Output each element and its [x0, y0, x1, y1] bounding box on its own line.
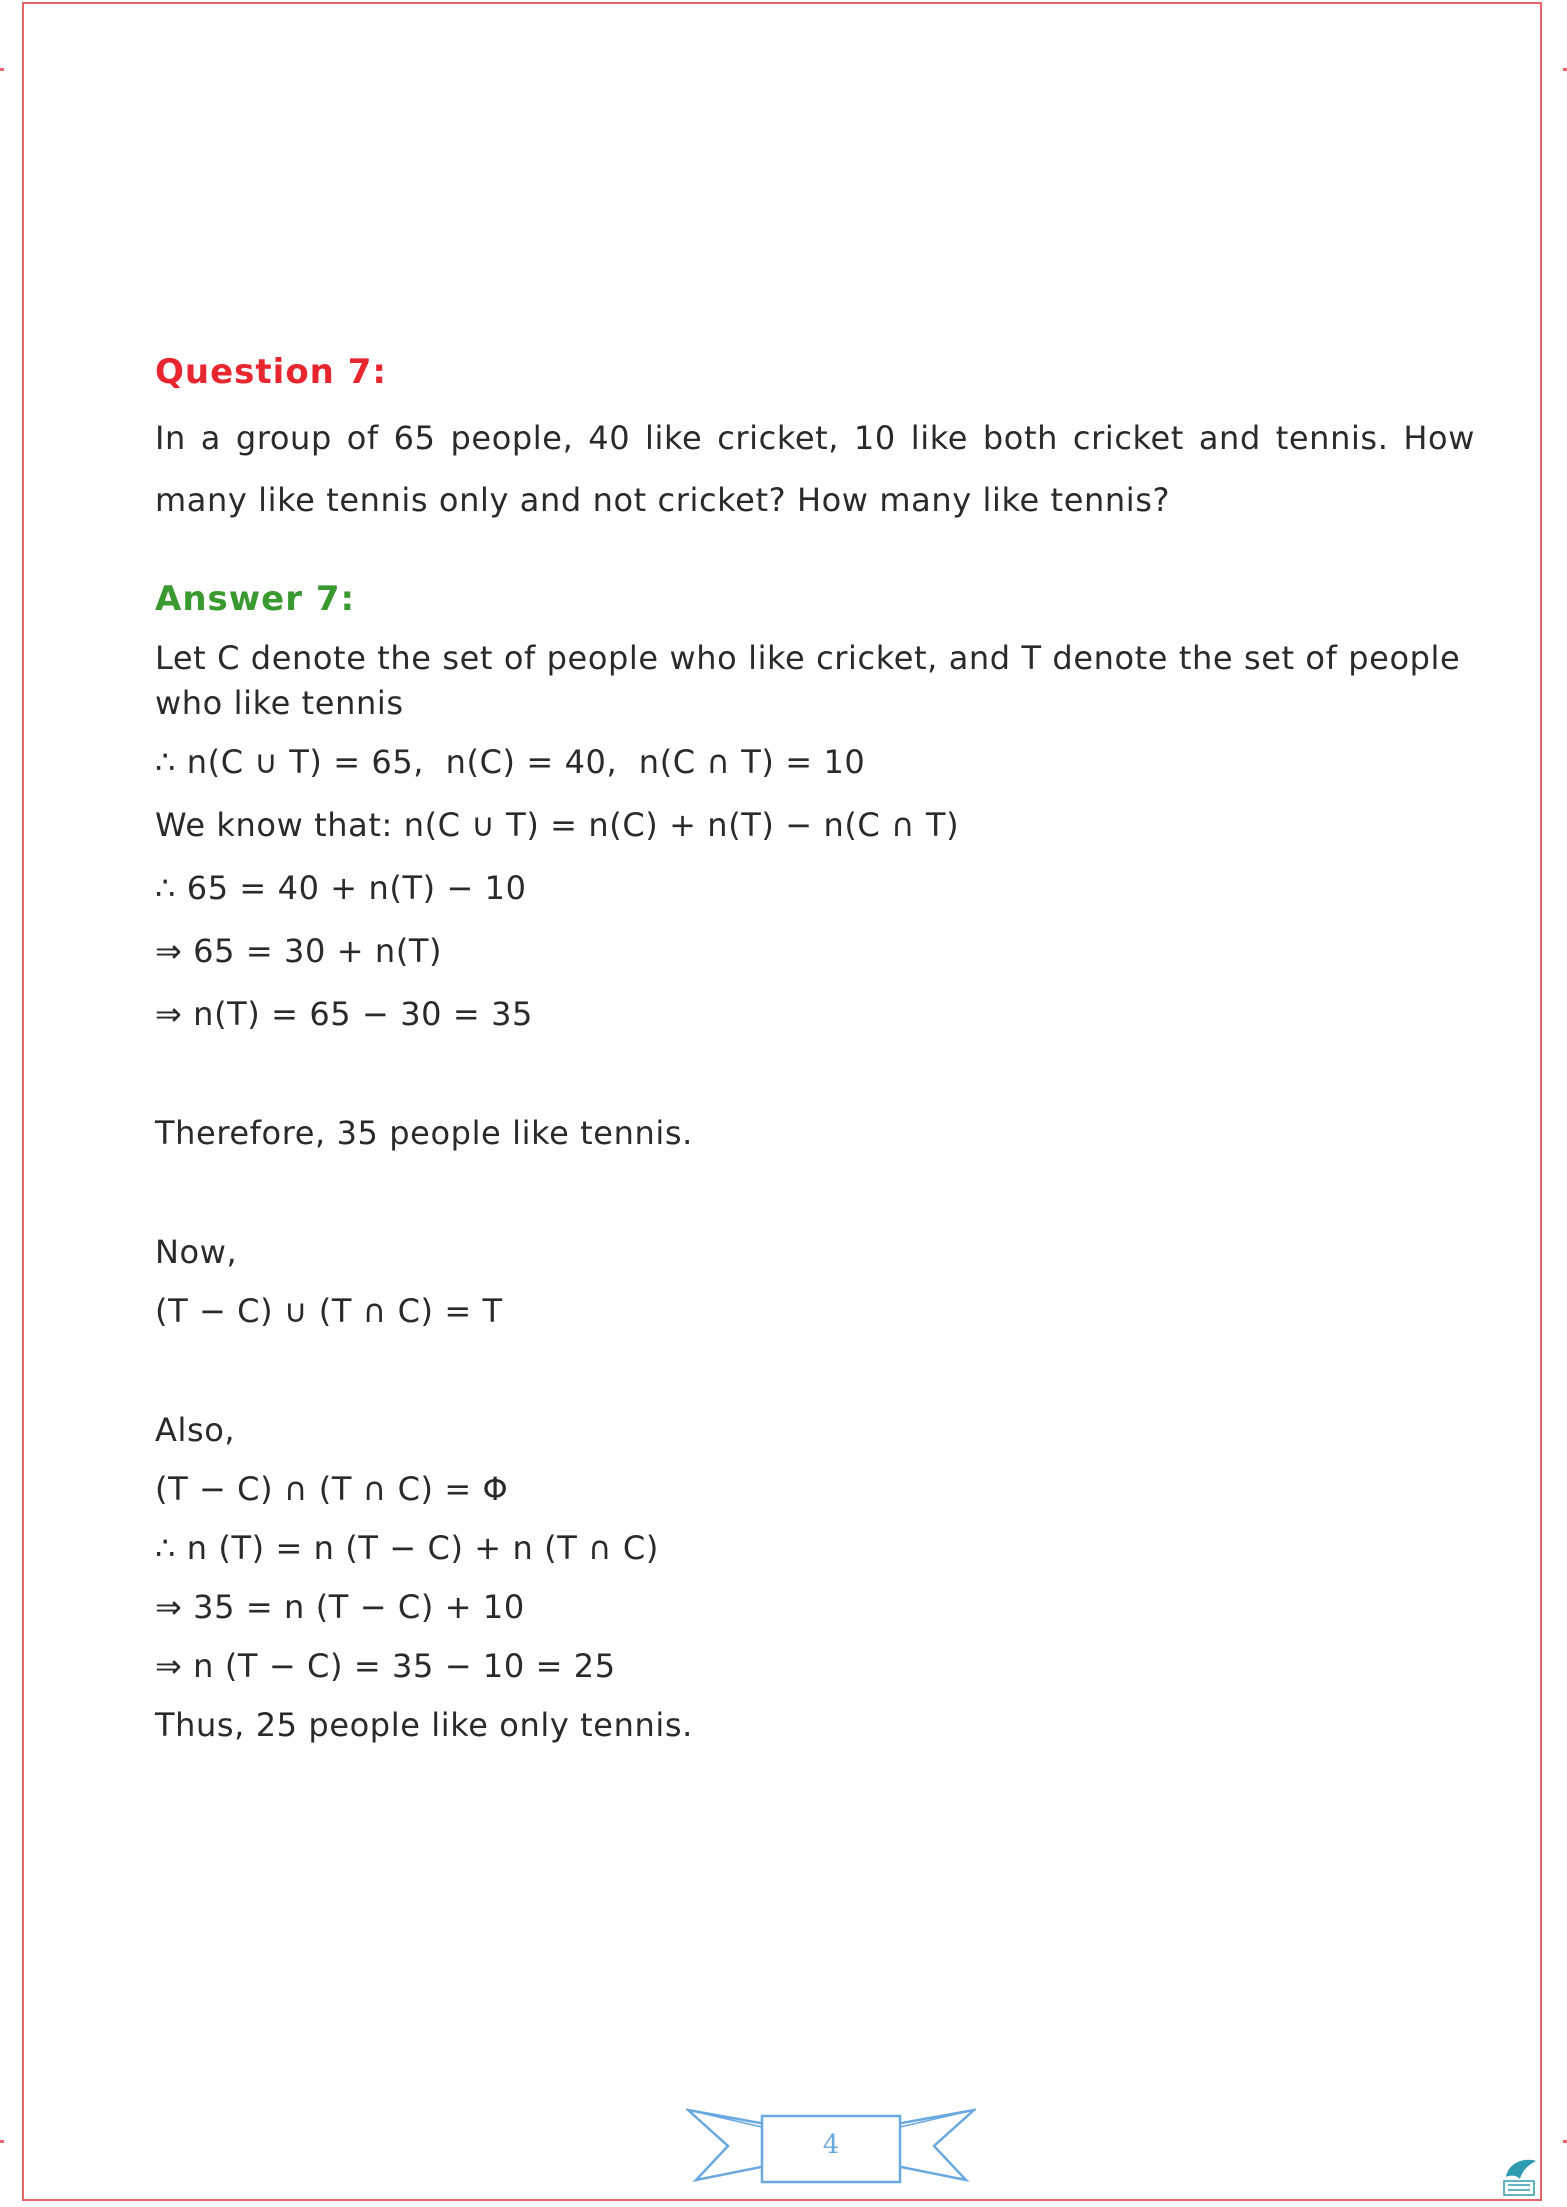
- crop-mark: [0, 68, 4, 71]
- now-label: Now,: [155, 1233, 238, 1271]
- equation-step: ⇒ n(T) = 65 − 30 = 35: [155, 995, 534, 1033]
- answer-heading: Answer 7:: [155, 579, 356, 619]
- question-text: In a group of 65 people, 40 like cricket, 10 like both cricket and tennis. How many like tennis only and not cricket? How many like tennis?: [155, 419, 1475, 519]
- also-label: Also,: [155, 1411, 236, 1449]
- crop-mark: [0, 2140, 4, 2143]
- answer-intro: Let C denote the set of people who like cricket, and T denote the set of people who like tennis: [155, 639, 1461, 722]
- crop-mark: [1563, 68, 1567, 71]
- page-number-badge: [686, 2106, 976, 2184]
- union-equation: (T − C) ∪ (T ∩ C) = T: [155, 1292, 503, 1330]
- intersection-equation: (T − C) ∩ (T ∩ C) = Φ: [155, 1470, 509, 1508]
- formula-line: We know that: n(C ∪ T) = n(C) + n(T) − n(C ∩ T): [155, 806, 960, 844]
- crop-mark: [1563, 2140, 1567, 2143]
- page-number: 4: [822, 2130, 840, 2160]
- final-conclusion: Thus, 25 people like only tennis.: [155, 1706, 693, 1744]
- equation-step: ⇒ 65 = 30 + n(T): [155, 932, 443, 970]
- equation-step: ⇒ n (T − C) = 35 − 10 = 25: [155, 1647, 616, 1685]
- publisher-logo-icon: [1498, 2155, 1542, 2199]
- conclusion-tennis: Therefore, 35 people like tennis.: [155, 1114, 693, 1152]
- given-values-line: ∴ n(C ∪ T) = 65, n(C) = 40, n(C ∩ T) = 10: [155, 743, 866, 781]
- equation-step: ∴ n (T) = n (T − C) + n (T ∩ C): [155, 1529, 659, 1567]
- page-content: [155, 350, 1475, 1748]
- equation-step: ⇒ 35 = n (T − C) + 10: [155, 1588, 525, 1626]
- question-heading: Question 7:: [155, 352, 387, 392]
- equation-step: ∴ 65 = 40 + n(T) − 10: [155, 869, 527, 907]
